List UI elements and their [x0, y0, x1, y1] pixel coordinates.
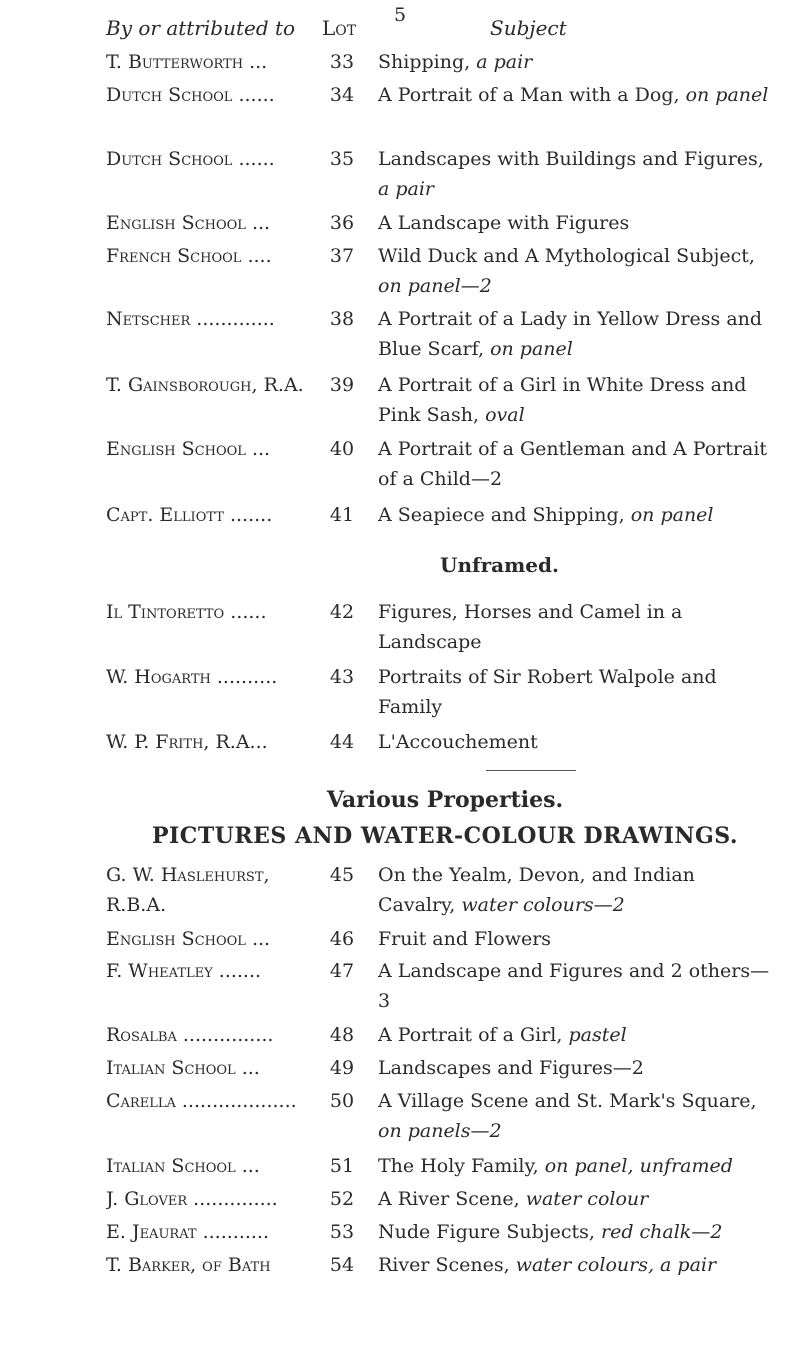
lot-subject: A Village Scene and St. Mark's Square, on panels—2 [378, 1090, 757, 1142]
lot-subject: Figures, Horses and Camel in a Landscape [378, 601, 683, 653]
lot-number: 40 [329, 438, 355, 460]
lot-artist: Italian School ... [106, 1057, 260, 1079]
lot-subject: A River Scene, water colour [378, 1188, 649, 1210]
lot-subject: Shipping, a pair [378, 51, 533, 73]
lot-artist: Carella ................... [106, 1090, 297, 1112]
lot-number: 42 [329, 601, 355, 623]
lot-number: 45 [329, 864, 355, 886]
lot-artist: English School ... [106, 438, 271, 460]
lot-subject: A Portrait of a Man with a Dog, on panel [378, 84, 769, 106]
lot-artist: French School .... [106, 245, 272, 267]
lot-subject: A Portrait of a Gentleman and A Portrait of a Child—2 [378, 438, 768, 490]
lot-subject: A Portrait of a Girl, pastel [378, 1024, 627, 1046]
lot-number: 43 [329, 666, 355, 688]
lot-subject: Landscapes and Figures—2 [378, 1057, 644, 1079]
lot-artist: T. Butterworth ... [106, 51, 268, 73]
section-divider [486, 770, 576, 771]
lot-artist: Capt. Elliott ....... [106, 504, 273, 526]
lot-number: 41 [329, 504, 355, 526]
lot-number: 44 [329, 731, 355, 753]
lot-artist: English School ... [106, 212, 271, 234]
lot-artist: Rosalba ............... [106, 1024, 274, 1046]
lot-subject: A Seapiece and Shipping, on panel [378, 504, 714, 526]
lot-number: 46 [329, 928, 355, 950]
pictures-heading: PICTURES AND WATER-COLOUR DRAWINGS. [151, 823, 739, 849]
header-lot: Lot [322, 16, 357, 40]
unframed-heading: Unframed. [440, 553, 559, 577]
lot-artist: W. Hogarth .......... [106, 666, 278, 688]
lot-subject: River Scenes, water colours, a pair [378, 1254, 717, 1276]
lot-number: 34 [329, 84, 355, 106]
lot-subject: A Landscape with Figures [378, 212, 630, 234]
lot-artist: E. Jeaurat ........... [106, 1221, 270, 1243]
lot-artist: T. Barker, of Bath [106, 1254, 271, 1276]
lot-number: 49 [329, 1057, 355, 1079]
lot-artist: Il Tintoretto ...... [106, 601, 267, 623]
lot-number: 36 [329, 212, 355, 234]
lot-subject: The Holy Family, on panel, unframed [378, 1155, 733, 1177]
lot-artist: Netscher ............. [106, 308, 275, 330]
lot-number: 48 [329, 1024, 355, 1046]
lot-subject: Nude Figure Subjects, red chalk—2 [378, 1221, 723, 1243]
lot-artist: W. P. Frith, R.A... [106, 731, 268, 753]
lot-number: 51 [329, 1155, 355, 1177]
lot-number: 50 [329, 1090, 355, 1112]
header-subject: Subject [490, 16, 567, 40]
lot-subject: A Landscape and Figures and 2 others—3 [378, 960, 770, 1012]
lot-artist: Dutch School ...... [106, 148, 275, 170]
header-artist: By or attributed to [106, 16, 296, 40]
lot-subject: Wild Duck and A Mythological Subject, on panel—2 [378, 245, 755, 297]
page-number: 5 [393, 4, 407, 26]
lot-subject: On the Yealm, Devon, and Indian Cavalry, water colours—2 [378, 864, 695, 916]
lot-number: 33 [329, 51, 355, 73]
lot-subject: Landscapes with Buildings and Figures, a pair [378, 148, 764, 200]
lot-artist: Dutch School ...... [106, 84, 275, 106]
lot-number: 39 [329, 374, 355, 396]
lot-subject: L'Accouchement [378, 731, 538, 753]
lot-subject: A Portrait of a Lady in Yellow Dress and Blue Scarf, on panel [378, 308, 763, 360]
lot-artist: English School ... [106, 928, 271, 950]
lot-number: 54 [329, 1254, 355, 1276]
lot-artist: F. Wheatley ....... [106, 960, 262, 982]
lot-number: 35 [329, 148, 355, 170]
lot-number: 37 [329, 245, 355, 267]
lot-number: 52 [329, 1188, 355, 1210]
lot-subject: A Portrait of a Girl in White Dress and Pink Sash, oval [378, 374, 747, 426]
lot-number: 38 [329, 308, 355, 330]
lot-artist: G. W. Haslehurst, R.B.A. [106, 864, 270, 916]
lot-subject: Portraits of Sir Robert Walpole and Family [378, 666, 717, 718]
lot-artist: Italian School ... [106, 1155, 260, 1177]
various-properties-heading: Various Properties. [326, 787, 564, 813]
lot-subject: Fruit and Flowers [378, 928, 552, 950]
lot-artist: J. Glover .............. [106, 1188, 278, 1210]
lot-artist: T. Gainsborough, R.A. [106, 374, 304, 396]
lot-number: 53 [329, 1221, 355, 1243]
lot-number: 47 [329, 960, 355, 982]
